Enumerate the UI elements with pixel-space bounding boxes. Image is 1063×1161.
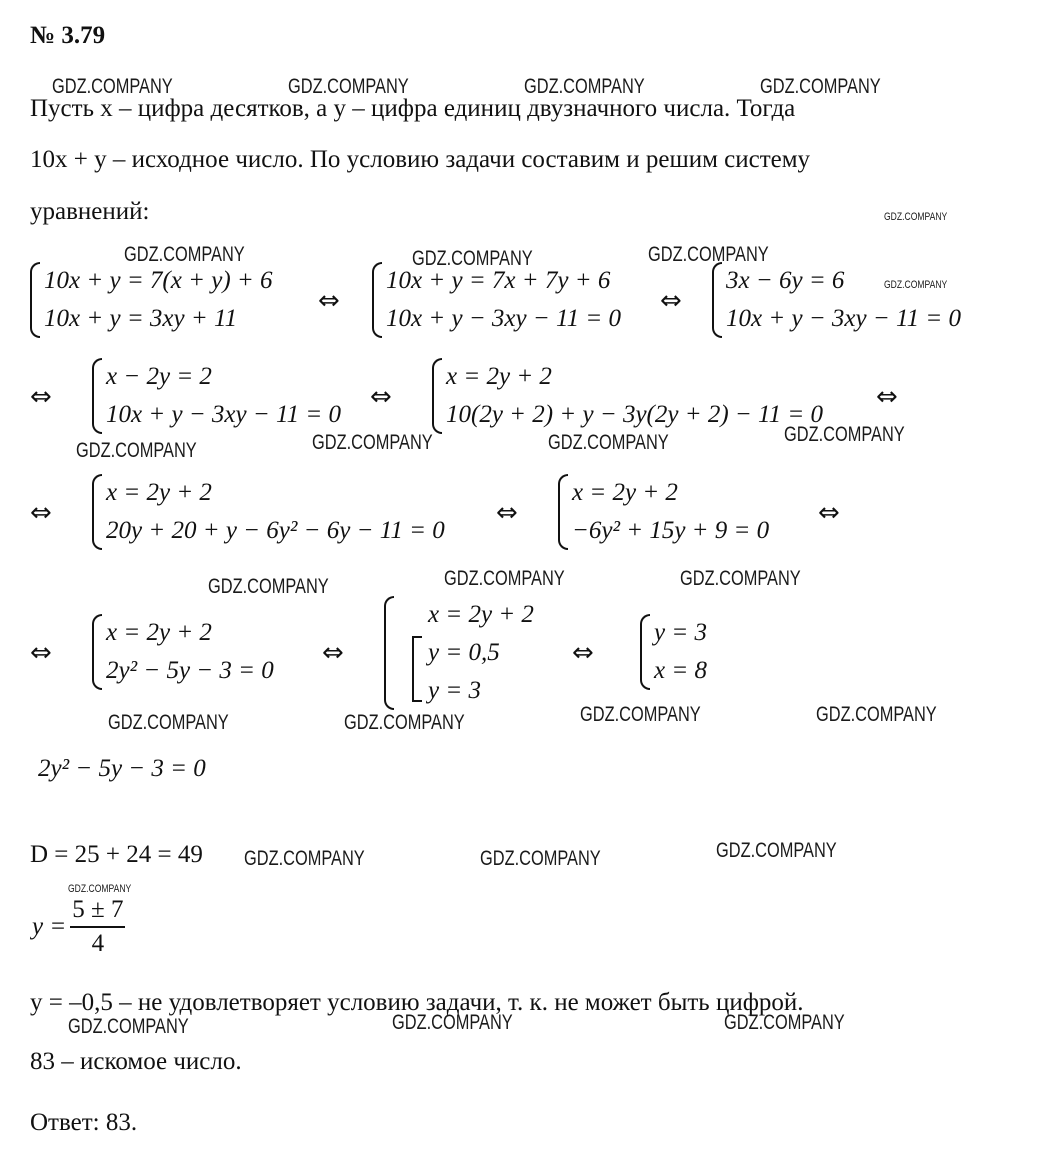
watermark: GDZ.COMPANY [288, 75, 409, 98]
brace [92, 474, 102, 550]
brace [384, 596, 394, 710]
brace [712, 262, 722, 338]
equiv-sign: ⇔ [496, 498, 518, 528]
watermark: GDZ.COMPANY [68, 883, 132, 895]
system-4-eq-2: 10x + y − 3xy − 11 = 0 [106, 401, 342, 428]
intro-line-1: Пусть х – цифра десятков, а у – цифра единиц двузначного числа. Тогда [30, 95, 796, 122]
watermark: GDZ.COMPANY [884, 211, 948, 223]
watermark: GDZ.COMPANY [580, 703, 701, 726]
watermark: GDZ.COMPANY [392, 1011, 513, 1034]
watermark: GDZ.COMPANY [716, 839, 837, 862]
system-7-eq-1: x = 2y + 2 [572, 479, 678, 506]
brace [558, 474, 568, 550]
system-7 [558, 474, 769, 550]
watermark: GDZ.COMPANY [524, 75, 645, 98]
brace [372, 262, 382, 338]
root-formula-denominator: 4 [91, 929, 105, 957]
system-6-eq-1: x = 2y + 2 [106, 479, 212, 506]
problem-number: № 3.79 [30, 22, 106, 49]
watermark: GDZ.COMPANY [648, 243, 769, 266]
system-3 [712, 262, 961, 338]
root-formula [32, 896, 125, 957]
system-2-eq-2: 10x + y − 3xy − 11 = 0 [386, 305, 622, 332]
system-10-eq-1: y = 3 [654, 619, 707, 646]
system-5-eq-2: 10(2y + 2) + y − 3y(2y + 2) − 11 = 0 [446, 401, 824, 428]
watermark: GDZ.COMPANY [816, 703, 937, 726]
system-5 [432, 358, 823, 434]
watermark: GDZ.COMPANY [884, 279, 948, 291]
watermark: GDZ.COMPANY [52, 75, 173, 98]
watermark: GDZ.COMPANY [444, 567, 565, 590]
system-10-eq-2: x = 8 [654, 657, 707, 684]
equiv-sign: ⇔ [660, 286, 682, 316]
equiv-sign: ⇔ [818, 498, 840, 528]
equiv-sign: ⇔ [876, 382, 898, 412]
system-8 [92, 614, 274, 690]
system-10 [640, 614, 707, 690]
watermark: GDZ.COMPANY [412, 247, 533, 270]
system-6-eq-2: 20y + 20 + y − 6y² − 6y − 11 = 0 [106, 517, 445, 544]
watermark: GDZ.COMPANY [68, 1015, 189, 1038]
equiv-sign: ⇔ [30, 498, 52, 528]
watermark: GDZ.COMPANY [244, 847, 365, 870]
brace [432, 358, 442, 434]
system-1-eq-1: 10x + y = 7(x + y) + 6 [44, 267, 273, 294]
conclusion-line-2: 83 – искомое число. [30, 1048, 242, 1075]
brace [30, 262, 40, 338]
discriminant: D = 25 + 24 = 49 [30, 841, 203, 868]
equiv-sign: ⇔ [30, 382, 52, 412]
quadratic-equation: 2y² − 5y − 3 = 0 [38, 755, 206, 782]
watermark: GDZ.COMPANY [548, 431, 669, 454]
equiv-sign: ⇔ [572, 638, 594, 668]
brace [92, 358, 102, 434]
system-1 [30, 262, 273, 338]
watermark: GDZ.COMPANY [312, 431, 433, 454]
system-3-eq-1: 3x − 6y = 6 [726, 267, 845, 294]
system-9 [384, 596, 534, 710]
root-formula-numerator: 5 ± 7 [70, 896, 125, 928]
square-bracket [412, 636, 422, 702]
equiv-sign: ⇔ [30, 638, 52, 668]
root-formula-lhs: y = [32, 912, 67, 940]
watermark: GDZ.COMPANY [784, 423, 905, 446]
system-2 [372, 262, 621, 338]
watermark: GDZ.COMPANY [680, 567, 801, 590]
watermark: GDZ.COMPANY [724, 1011, 845, 1034]
system-6 [92, 474, 445, 550]
watermark: GDZ.COMPANY [76, 439, 197, 462]
watermark: GDZ.COMPANY [760, 75, 881, 98]
system-8-eq-2: 2y² − 5y − 3 = 0 [106, 657, 274, 684]
equiv-sign: ⇔ [322, 638, 344, 668]
brace [92, 614, 102, 690]
watermark: GDZ.COMPANY [480, 847, 601, 870]
system-4 [92, 358, 341, 434]
system-9-eq-2: y = 0,5 [428, 639, 500, 666]
system-8-eq-1: x = 2y + 2 [106, 619, 212, 646]
system-9-eq-1: x = 2y + 2 [428, 601, 534, 628]
intro-line-2: 10х + у – исходное число. По условию задачи составим и решим систему [30, 146, 811, 173]
system-1-eq-2: 10x + y = 3xy + 11 [44, 305, 238, 332]
equiv-sign: ⇔ [318, 286, 340, 316]
system-3-eq-2: 10x + y − 3xy − 11 = 0 [726, 305, 962, 332]
system-9-eq-3: y = 3 [428, 677, 481, 704]
system-2-eq-1: 10x + y = 7x + 7y + 6 [386, 267, 611, 294]
watermark: GDZ.COMPANY [124, 243, 245, 266]
system-4-eq-1: x − 2y = 2 [106, 363, 212, 390]
equiv-sign: ⇔ [370, 382, 392, 412]
system-5-eq-1: x = 2y + 2 [446, 363, 552, 390]
intro-line-3: уравнений: [30, 198, 150, 225]
brace [640, 614, 650, 690]
system-7-eq-2: −6y² + 15y + 9 = 0 [572, 517, 770, 544]
watermark: GDZ.COMPANY [108, 711, 229, 734]
answer: Ответ: 83. [30, 1109, 138, 1136]
watermark: GDZ.COMPANY [208, 575, 329, 598]
conclusion-line-1: у = –0,5 – не удовлетворяет условию задачи, т. к. не может быть цифрой. [30, 989, 804, 1016]
watermark: GDZ.COMPANY [344, 711, 465, 734]
